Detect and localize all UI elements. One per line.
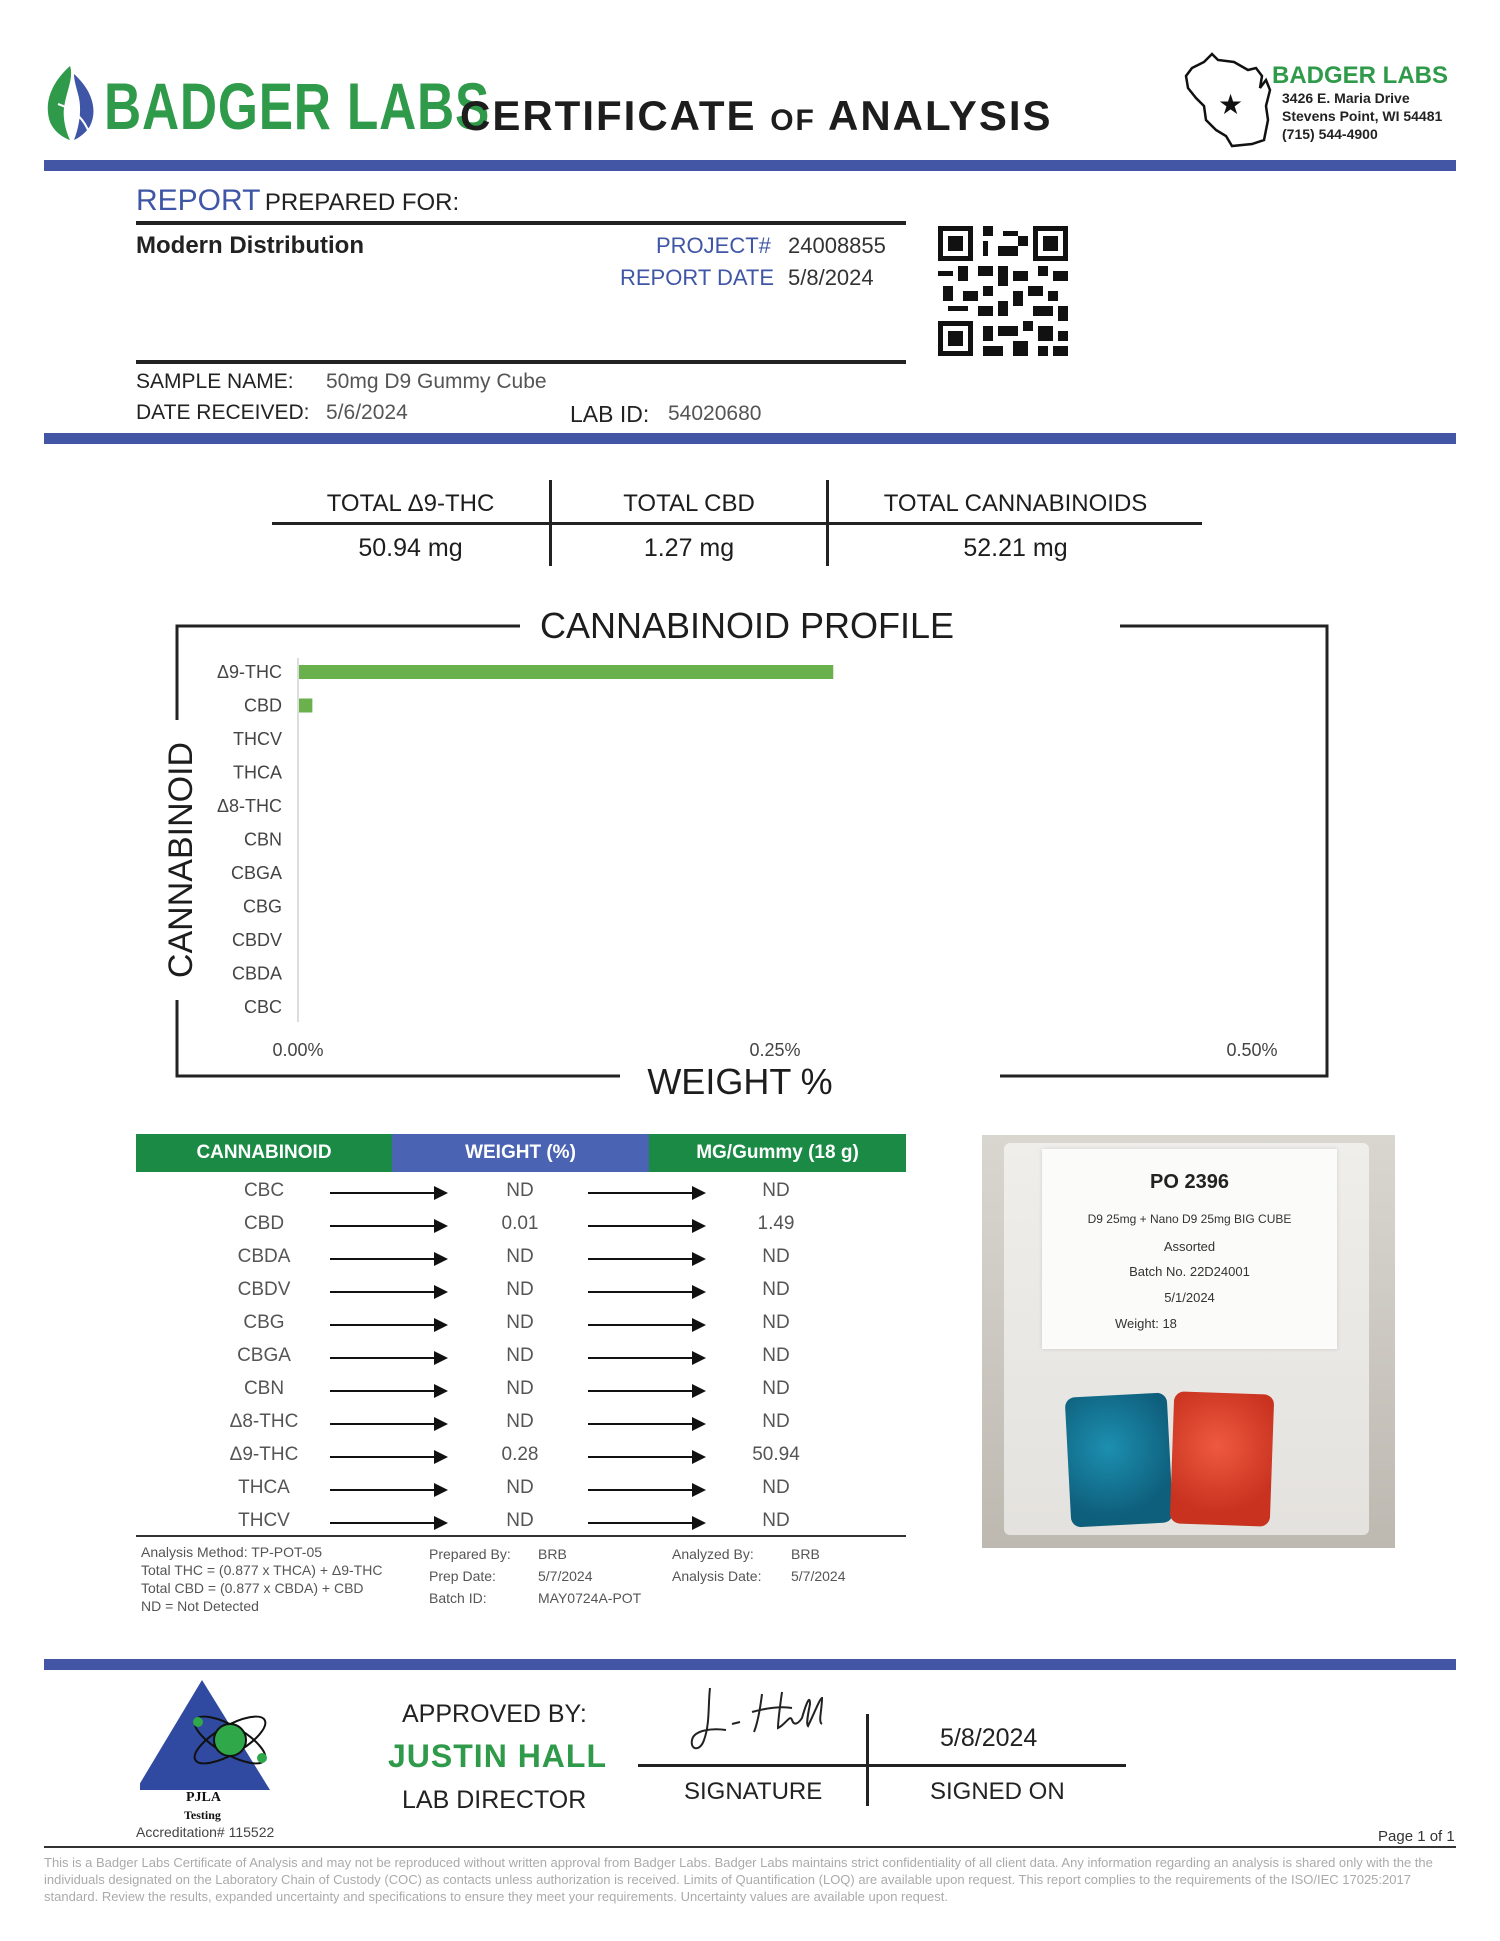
- badger-labs-leaf-logo-icon: [40, 64, 100, 142]
- row-arrow-icon: [330, 1258, 446, 1260]
- results-bottom-rule: [136, 1535, 906, 1537]
- results-mg-cell: ND: [762, 1279, 790, 1300]
- results-weight-cell: ND: [506, 1312, 534, 1333]
- results-cannabinoid-cell: Δ9-THC: [229, 1444, 299, 1465]
- method-line1: Analysis Method: TP-POT-05: [141, 1544, 323, 1560]
- prepared-by: BRB: [538, 1546, 567, 1562]
- row-arrow-icon: [588, 1456, 704, 1458]
- approver-name: JUSTIN HALL: [388, 1738, 607, 1774]
- results-cannabinoid-cell: CBDV: [237, 1279, 291, 1300]
- chart-category-label: Δ9-THC: [216, 662, 282, 682]
- product-photo: [982, 1135, 1395, 1548]
- report-date: 5/8/2024: [788, 265, 874, 290]
- address-phone: (715) 544-4900: [1282, 126, 1378, 142]
- results-weight-cell: ND: [506, 1180, 534, 1201]
- total-cannabinoids-label: TOTAL CANNABINOIDS: [883, 490, 1148, 517]
- signature-divider: [866, 1714, 869, 1806]
- blue-gummy: [1065, 1392, 1174, 1527]
- total-thc-value: 50.94 mg: [358, 534, 463, 562]
- results-mg-cell: ND: [762, 1345, 790, 1366]
- footer-rule: [44, 1846, 1456, 1848]
- method-line4: ND = Not Detected: [141, 1598, 259, 1614]
- disclaimer-text: This is a Badger Labs Certificate of Analysis and may not be reproduced without written approval from Badger Labs. Badger Labs maintains strict confidentiality of all client data. Any information regarding an analysis is shared only with the the individuals designated on the Laboratory Chain of Custody (COC) as contacts unless authorization is received. Limits of Quantification (LOQ) are available upon request. This report complies to the requirements of the ISO/IEC 17025:2017 standard. Review the results, expanded uncertainty and specifications to ensure they meet your requirements. Uncertainty values are available upon request.: [44, 1855, 1433, 1904]
- results-weight-cell: ND: [506, 1378, 534, 1399]
- results-cannabinoid-cell: THCV: [238, 1510, 290, 1531]
- address-line2: Stevens Point, WI 54481: [1282, 108, 1443, 124]
- row-arrow-icon: [588, 1522, 704, 1524]
- results-mg-cell: ND: [762, 1180, 790, 1201]
- row-arrow-icon: [588, 1225, 704, 1227]
- svg-text:★: ★: [1218, 88, 1244, 121]
- signature-image: [686, 1684, 836, 1764]
- results-cannabinoid-cell: CBG: [243, 1312, 285, 1333]
- row-arrow-icon: [330, 1324, 446, 1326]
- approver-title: LAB DIRECTOR: [402, 1786, 587, 1814]
- approved-by-label: APPROVED BY:: [402, 1700, 587, 1728]
- prep-date: 5/7/2024: [538, 1568, 593, 1584]
- pjla-accreditation-logo-icon: [140, 1678, 280, 1798]
- row-arrow-icon: [330, 1456, 446, 1458]
- prepared-block-values: [538, 1543, 641, 1609]
- signature-rule: [638, 1764, 1126, 1767]
- results-weight-cell: ND: [506, 1246, 534, 1267]
- chart-x-axis-label: WEIGHT %: [647, 1061, 833, 1100]
- row-arrow-icon: [588, 1258, 704, 1260]
- address-line1: 3426 E. Maria Drive: [1282, 90, 1410, 106]
- results-mg-cell: ND: [762, 1378, 790, 1399]
- title-of: OF: [770, 104, 816, 137]
- chart-y-axis-label: CANNABINOID: [162, 741, 200, 979]
- prep-date-label: Prep Date:: [429, 1568, 496, 1584]
- address-brand: BADGER LABS: [1272, 62, 1449, 89]
- row-arrow-icon: [588, 1357, 704, 1359]
- product-po: PO 2396: [1150, 1171, 1229, 1193]
- chart-category-label: THCA: [233, 762, 282, 783]
- pjla-text: PJLA: [186, 1790, 221, 1805]
- analyzed-by: BRB: [791, 1546, 820, 1562]
- results-header-weight: WEIGHT (%): [392, 1134, 649, 1172]
- method-line2: Total THC = (0.877 x THCA) + Δ9-THC: [141, 1562, 383, 1578]
- product-line5: Weight: 18: [1115, 1316, 1177, 1331]
- row-arrow-icon: [588, 1324, 704, 1326]
- approval-divider: [44, 1659, 1456, 1670]
- totals-rule: [272, 522, 1202, 525]
- analysis-date: 5/7/2024: [791, 1568, 846, 1584]
- pjla-testing: Testing: [184, 1808, 221, 1822]
- results-mg-cell: ND: [762, 1312, 790, 1333]
- chart-category-label: CBG: [242, 896, 282, 917]
- brand-logo-text: BADGER LABS: [104, 69, 491, 143]
- chart-category-label: CBDA: [231, 963, 282, 984]
- results-cannabinoid-cell: CBGA: [237, 1345, 291, 1366]
- chart-bar: [299, 699, 312, 713]
- analysis-method-block: [141, 1543, 382, 1615]
- results-cannabinoid-cell: CBN: [243, 1378, 285, 1399]
- results-weight-cell: 0.28: [501, 1444, 539, 1465]
- analyzed-block-values: [791, 1543, 846, 1587]
- batch-id-label: Batch ID:: [429, 1590, 487, 1606]
- product-line4: 5/1/2024: [1164, 1290, 1215, 1305]
- results-mg-cell: 1.49: [757, 1213, 795, 1234]
- results-weight-cell: ND: [506, 1510, 534, 1531]
- row-arrow-icon: [588, 1390, 704, 1392]
- analysis-date-label: Analysis Date:: [672, 1568, 762, 1584]
- row-arrow-icon: [588, 1423, 704, 1425]
- results-weight-cell: ND: [506, 1477, 534, 1498]
- title-part1: CERTIFICATE: [460, 92, 757, 139]
- results-weight-cell: ND: [506, 1411, 534, 1432]
- chart-x-tick-label: 0.50%: [1226, 1040, 1278, 1060]
- header-divider: [44, 160, 1456, 171]
- chart-category-label: Δ8-THC: [216, 796, 282, 816]
- chart-title: CANNABINOID PROFILE: [539, 605, 955, 646]
- lab-id: 54020680: [668, 402, 762, 425]
- project-number: 24008855: [788, 233, 886, 258]
- results-cannabinoid-cell: Δ8-THC: [229, 1411, 299, 1432]
- total-cbd-value: 1.27 mg: [643, 534, 735, 562]
- row-arrow-icon: [588, 1291, 704, 1293]
- results-cannabinoid-cell: CBC: [243, 1180, 285, 1201]
- title-part2: ANALYSIS: [828, 92, 1053, 139]
- date-received: 5/6/2024: [326, 401, 408, 424]
- results-mg-cell: 50.94: [752, 1444, 800, 1465]
- row-arrow-icon: [588, 1489, 704, 1491]
- document-title: [460, 92, 1053, 140]
- results-cannabinoid-cell: CBD: [243, 1213, 285, 1234]
- chart-category-label: CBGA: [230, 863, 282, 883]
- report-rule-top: [136, 221, 906, 225]
- red-gummy: [1170, 1391, 1275, 1526]
- chart-category-label: CBC: [243, 997, 282, 1017]
- product-line3: Batch No. 22D24001: [1129, 1264, 1250, 1279]
- cannabinoid-profile-chart: [150, 600, 1350, 1100]
- totals-table: [272, 480, 1202, 566]
- total-cannabinoids-value: 52.21 mg: [963, 534, 1068, 562]
- results-weight-cell: 0.01: [501, 1213, 539, 1234]
- chart-category-label: CBD: [243, 695, 282, 716]
- row-arrow-icon: [330, 1390, 446, 1392]
- total-cbd-label: TOTAL CBD: [623, 490, 755, 517]
- results-mg-cell: ND: [762, 1477, 790, 1498]
- report-date-label: REPORT DATE: [620, 265, 775, 290]
- signed-on-date: 5/8/2024: [940, 1724, 1038, 1752]
- results-header-mg: MG/Gummy (18 g): [649, 1134, 906, 1172]
- report-rule-bottom: [136, 360, 906, 364]
- analyzed-by-label: Analyzed By:: [672, 1546, 754, 1562]
- sample-name: 50mg D9 Gummy Cube: [326, 370, 547, 393]
- report-divider: [44, 433, 1456, 444]
- product-line2: Assorted: [1163, 1239, 1216, 1254]
- chart-bar: [299, 665, 833, 679]
- chart-category-label: CBDV: [231, 930, 282, 950]
- row-arrow-icon: [330, 1357, 446, 1359]
- results-cannabinoid-cell: CBDA: [237, 1246, 291, 1267]
- qr-code-icon[interactable]: [938, 226, 1068, 356]
- prepared-by-label: Prepared By:: [429, 1546, 511, 1562]
- row-arrow-icon: [330, 1522, 446, 1524]
- date-received-label: DATE RECEIVED:: [136, 401, 310, 424]
- row-arrow-icon: [330, 1489, 446, 1491]
- analyzed-block-labels: [672, 1543, 761, 1587]
- accreditation-number: Accreditation# 115522: [136, 1824, 275, 1840]
- method-line3: Total CBD = (0.877 x CBDA) + CBD: [141, 1580, 364, 1596]
- results-header-cannabinoid: CANNABINOID: [136, 1134, 392, 1172]
- results-weight-cell: ND: [506, 1279, 534, 1300]
- row-arrow-icon: [330, 1225, 446, 1227]
- results-weight-cell: ND: [506, 1345, 534, 1366]
- row-arrow-icon: [330, 1291, 446, 1293]
- prepared-for-label: PREPARED FOR:: [264, 189, 460, 216]
- signature-label: SIGNATURE: [684, 1778, 823, 1805]
- row-arrow-icon: [330, 1192, 446, 1194]
- chart-x-tick-label: 0.25%: [749, 1040, 801, 1060]
- product-line1: D9 25mg + Nano D9 25mg BIG CUBE: [1087, 1212, 1292, 1226]
- results-mg-cell: ND: [762, 1510, 790, 1531]
- prepared-block-labels: [429, 1543, 511, 1609]
- row-arrow-icon: [588, 1192, 704, 1194]
- total-thc-label: TOTAL Δ9-THC: [326, 490, 495, 517]
- chart-category-label: CBN: [243, 829, 282, 850]
- wisconsin-map-icon: [1182, 50, 1278, 150]
- project-label: PROJECT#: [656, 233, 771, 258]
- lab-id-label: LAB ID:: [570, 401, 650, 427]
- sample-name-label: SAMPLE NAME:: [136, 370, 294, 393]
- chart-x-tick-label: 0.00%: [272, 1040, 324, 1060]
- row-arrow-icon: [330, 1423, 446, 1425]
- chart-category-label: THCV: [233, 729, 282, 749]
- page-number: Page 1 of 1: [1378, 1828, 1455, 1845]
- report-prepared-for: [136, 184, 459, 218]
- batch-id: MAY0724A-POT: [538, 1590, 642, 1606]
- results-cannabinoid-cell: THCA: [238, 1477, 290, 1498]
- report-word: REPORT: [136, 184, 261, 217]
- client-name: Modern Distribution: [136, 232, 364, 259]
- results-mg-cell: ND: [762, 1411, 790, 1432]
- signed-on-label: SIGNED ON: [930, 1778, 1065, 1805]
- results-mg-cell: ND: [762, 1246, 790, 1267]
